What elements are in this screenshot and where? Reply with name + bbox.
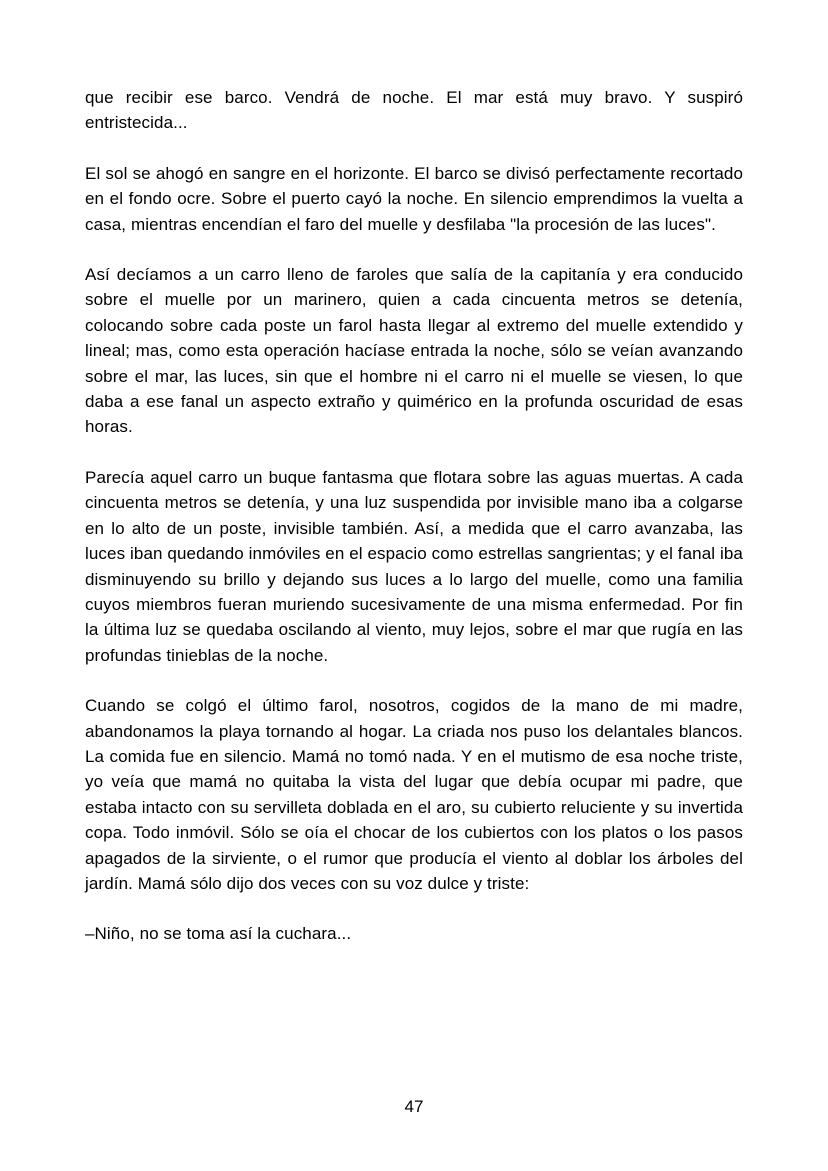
paragraph: Así decíamos a un carro lleno de faroles que salía de la capitanía y era conducido sobre el muelle por un marinero, quien a cada cincuenta metros se detenía, colocando sobre cada poste un farol hasta llegar al extremo del muelle extendido y lineal; mas, como esta operación hacíase entrada la noche, sólo se veían avanzando sobre el mar, las luces, sin que el hombre ni el carro ni el muelle se viesen, lo que daba a ese fanal un aspecto extraño y quimérico en la profunda oscuridad de esas horas. [85,265,743,437]
paragraph: Parecía aquel carro un buque fantasma que flotara sobre las aguas muertas. A cada cincuenta metros se detenía, y una luz suspendida por invisible mano iba a colgarse en lo alto de un poste, invisible también. Así, a medida que el carro avanzaba, las luces iban quedando inmóviles en el espacio como estrellas sangrientas; y el fanal iba disminuyendo su brillo y dejando sus luces a lo largo del muelle, como una familia cuyos miembros fueran muriendo sucesivamente de una misma enfermedad. Por fin la última luz se quedaba oscilando al viento, muy lejos, sobre el mar que rugía en las profundas tinieblas de la noche. [85,467,743,665]
page-content [85,85,743,972]
page-number: 47 [404,1097,424,1116]
paragraph: Cuando se colgó el último farol, nosotros, cogidos de la mano de mi madre, abandonamos la playa tornando al hogar. La criada nos puso los delantales blancos. La comida fue en silencio. Mamá no tomó nada. Y en el mutismo de esa noche triste, yo veía que mamá no quitaba la vista del lugar que debía ocupar mi padre, que estaba intacto con su servilleta doblada en el aro, su cubierto reluciente y su invertida copa. Todo inmóvil. Sólo se oía el chocar de los cubiertos con los platos o los pasos apagados de la sirviente, o el rumor que producía el viento al doblar los árboles del jardín. Mamá sólo dijo dos veces con su voz dulce y triste: [85,696,743,893]
paragraph: El sol se ahogó en sangre en el horizonte. El barco se divisó perfectamente recortado en el fondo ocre. Sobre el puerto cayó la noche. En silencio emprendimos la vuelta a casa, mientras encendían el faro del muelle y desfilaba "la procesión de las luces". [85,163,743,234]
paragraph: que recibir ese barco. Vendrá de noche. El mar está muy bravo. Y suspiró entristecida... [85,88,743,133]
paragraph: –Niño, no se toma así la cuchara... [85,924,352,944]
